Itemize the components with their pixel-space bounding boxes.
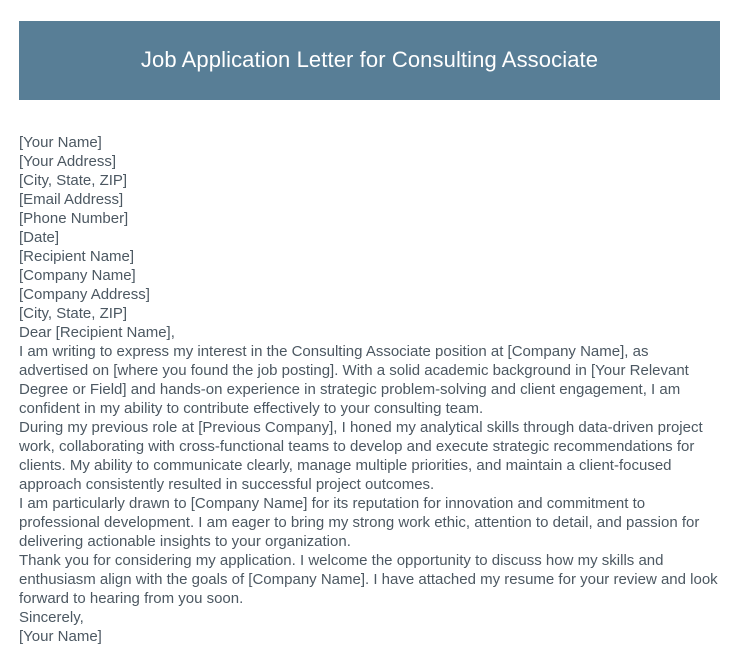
recipient-company: [Company Name] xyxy=(19,267,136,284)
letter-paragraph-4: Thank you for considering my application. I welcome the opportunity to discuss how my skills and enthusiasm align with the goals of [Company Name]. I have attached my resume for your review and look forward to hearing from you soon. xyxy=(19,552,718,607)
document-header-banner xyxy=(19,21,720,100)
letter-paragraph-1: I am writing to express my interest in the Consulting Associate position at [Company Name], as advertised on [where you found the job posting]. With a solid academic background in [Your Relevant Degree or Field] and hands-on experience in strategic problem-solving and client engagement, I am confident in my ability to contribute effectively to your consulting team. xyxy=(19,343,689,417)
sender-street: [Your Address] xyxy=(19,153,117,170)
sender-email: [Email Address] xyxy=(19,191,124,208)
recipient-address-block xyxy=(19,247,721,323)
signature-name: [Your Name] xyxy=(19,628,102,645)
page-title: Job Application Letter for Consulting Associate xyxy=(140,47,599,73)
salutation: Dear [Recipient Name], xyxy=(19,324,175,341)
letter-date: [Date] xyxy=(19,229,60,246)
recipient-city-state-zip: [City, State, ZIP] xyxy=(19,305,128,322)
sender-address-block xyxy=(19,133,721,247)
sender-name: [Your Name] xyxy=(19,134,102,151)
letter-body xyxy=(19,133,721,646)
recipient-name: [Recipient Name] xyxy=(19,248,135,265)
sender-phone: [Phone Number] xyxy=(19,210,129,227)
closing-salutation: Sincerely, xyxy=(19,609,84,626)
letter-paragraph-3: I am particularly drawn to [Company Name] for its reputation for innovation and commitment to professional development. I am eager to bring my strong work ethic, attention to detail, and passion for delivering actionable insights to your organization. xyxy=(19,495,700,550)
letter-paragraph-2: During my previous role at [Previous Company], I honed my analytical skills through data-driven project work, collaborating with cross-functional teams to develop and execute strategic recommendations for clients. My ability to communicate clearly, manage multiple priorities, and maintain a client-focused approach consistently resulted in successful project outcomes. xyxy=(19,419,703,493)
recipient-street: [Company Address] xyxy=(19,286,150,303)
sender-city-state-zip: [City, State, ZIP] xyxy=(19,172,128,189)
